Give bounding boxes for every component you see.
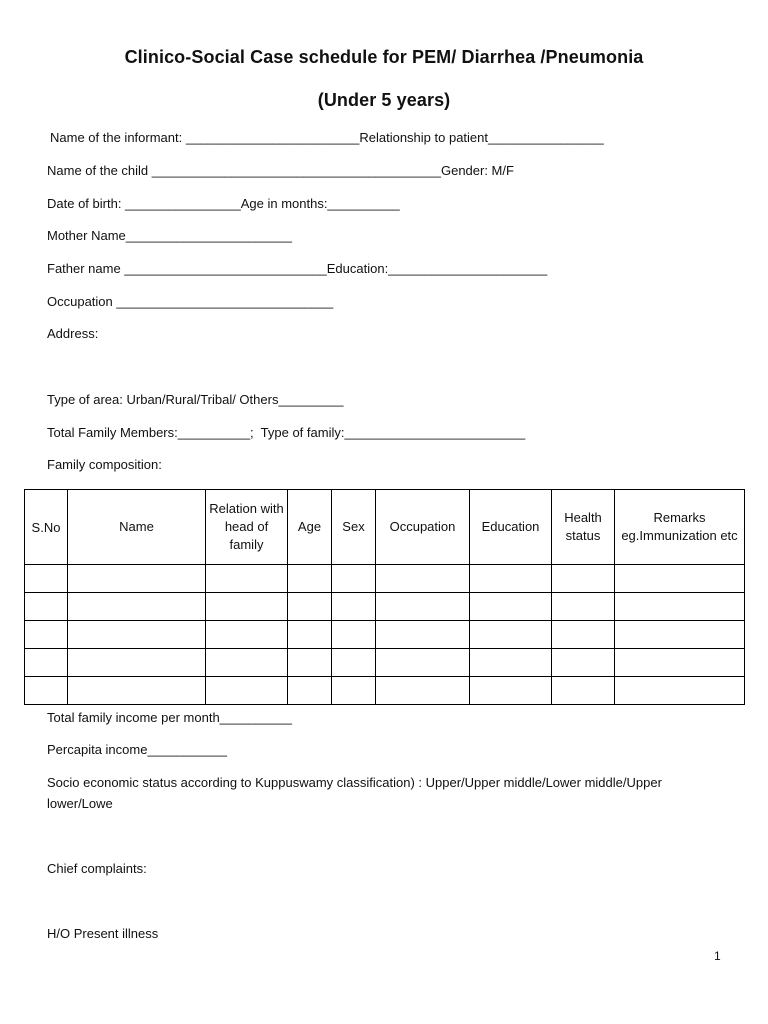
table-cell[interactable] — [68, 649, 206, 677]
table-cell[interactable] — [206, 649, 288, 677]
table-cell[interactable] — [332, 565, 376, 593]
table-cell[interactable] — [615, 621, 745, 649]
table-cell[interactable] — [288, 593, 332, 621]
table-cell[interactable] — [288, 649, 332, 677]
table-row — [25, 649, 745, 677]
column-header-education: Education — [470, 490, 552, 565]
table-cell[interactable] — [552, 649, 615, 677]
table-cell[interactable] — [615, 677, 745, 705]
table-header-row — [25, 490, 745, 565]
table-cell[interactable] — [470, 593, 552, 621]
column-header-health-status: Health status — [552, 490, 615, 565]
column-header-name: Name — [68, 490, 206, 565]
occupation-field: Occupation ______________________________ — [47, 294, 334, 309]
table-cell[interactable] — [332, 621, 376, 649]
page-number: 1 — [714, 949, 721, 963]
table-cell[interactable] — [376, 621, 470, 649]
document-subtitle: (Under 5 years) — [317, 90, 451, 110]
table-cell[interactable] — [552, 593, 615, 621]
document-title: Clinico-Social Case schedule for PEM/ Diarrhea /Pneumonia — [124, 47, 644, 67]
family-income-field: Total family income per month__________ — [47, 710, 292, 725]
column-header-remarks: Remarks eg.Immunization etc — [615, 490, 745, 565]
table-cell[interactable] — [206, 677, 288, 705]
date-of-birth-field: Date of birth: ________________Age in months:__________ — [47, 196, 400, 211]
table-cell[interactable] — [288, 565, 332, 593]
table-cell[interactable] — [376, 677, 470, 705]
column-header-occupation: Occupation — [376, 490, 470, 565]
child-name-field: Name of the child ________________________________________Gender: M/F — [47, 163, 514, 178]
table-row — [25, 621, 745, 649]
socio-economic-status-field: Socio economic status according to Kuppuswamy classification) : Upper/Upper middle/Lower middle/Upper lower/Lowe — [47, 775, 662, 811]
table-cell[interactable] — [288, 621, 332, 649]
table-cell[interactable] — [470, 621, 552, 649]
table-cell[interactable] — [206, 593, 288, 621]
table-cell[interactable] — [68, 593, 206, 621]
table-row — [25, 565, 745, 593]
table-cell[interactable] — [206, 621, 288, 649]
table-cell[interactable] — [206, 565, 288, 593]
table-cell[interactable] — [470, 677, 552, 705]
table-cell[interactable] — [25, 677, 68, 705]
table-cell[interactable] — [332, 649, 376, 677]
family-composition-label: Family composition: — [47, 457, 162, 472]
family-members-field: Total Family Members:__________; Type of family:_________________________ — [47, 425, 526, 440]
address-field: Address: — [47, 326, 99, 341]
percapita-income-field: Percapita income___________ — [47, 742, 227, 757]
table-cell[interactable] — [615, 565, 745, 593]
chief-complaints-label: Chief complaints: — [47, 861, 147, 876]
table-cell[interactable] — [552, 677, 615, 705]
table-cell[interactable] — [332, 593, 376, 621]
table-body — [25, 565, 745, 705]
table-cell[interactable] — [25, 649, 68, 677]
table-cell[interactable] — [376, 593, 470, 621]
column-header-sex: Sex — [332, 490, 376, 565]
table-cell[interactable] — [68, 621, 206, 649]
column-header-relation: Relation with head of family — [206, 490, 288, 565]
table-cell[interactable] — [376, 565, 470, 593]
table-cell[interactable] — [332, 677, 376, 705]
column-header-sno: S.No — [25, 490, 68, 565]
table-cell[interactable] — [25, 621, 68, 649]
table-cell[interactable] — [552, 621, 615, 649]
table-cell[interactable] — [288, 677, 332, 705]
table-cell[interactable] — [25, 593, 68, 621]
table-row — [25, 593, 745, 621]
table-cell[interactable] — [376, 649, 470, 677]
table-cell[interactable] — [552, 565, 615, 593]
table-cell[interactable] — [470, 565, 552, 593]
area-type-field: Type of area: Urban/Rural/Tribal/ Others_________ — [47, 392, 344, 407]
table-cell[interactable] — [615, 649, 745, 677]
column-header-age: Age — [288, 490, 332, 565]
table-cell[interactable] — [68, 677, 206, 705]
family-composition-table — [24, 489, 745, 705]
father-name-field: Father name ____________________________Education:______________________ — [47, 261, 548, 276]
table-cell[interactable] — [68, 565, 206, 593]
table-cell[interactable] — [25, 565, 68, 593]
table-row — [25, 677, 745, 705]
present-illness-label: H/O Present illness — [47, 926, 159, 941]
informant-field: Name of the informant: ________________________Relationship to patient________________ — [50, 130, 604, 145]
table-cell[interactable] — [615, 593, 745, 621]
table-cell[interactable] — [470, 649, 552, 677]
mother-name-field: Mother Name_______________________ — [47, 228, 293, 243]
